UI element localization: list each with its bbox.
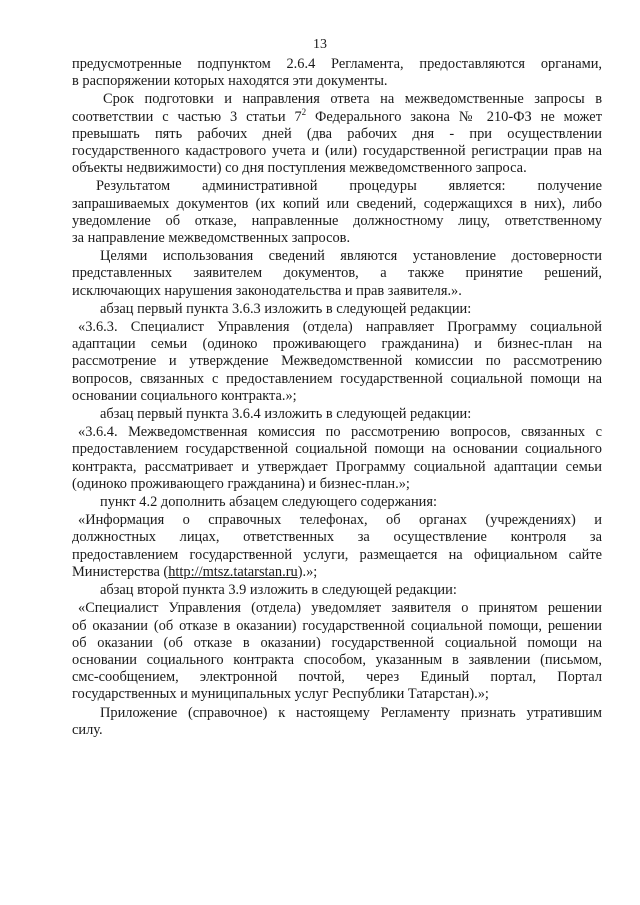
- text-line: уведомление об отказе, направленные должностному лицу, ответственному: [72, 212, 602, 229]
- text-line: контракта, рассматривает и утверждает Программу социальной адаптации семьи: [72, 458, 602, 475]
- paragraph-quote-3-6-4: [72, 424, 602, 493]
- paragraph-purposes: [72, 248, 602, 300]
- paragraph-response-deadline: [72, 91, 602, 177]
- text-line: государственных и муниципальных услуг Республики Татарстан).»;: [72, 686, 489, 703]
- text-line: основании социального контракта.»;: [72, 387, 297, 404]
- text-line-with-link: [72, 564, 602, 581]
- text-line: государственного кадастрового учета и (или) государственной регистрации прав на: [72, 143, 602, 160]
- paragraph-amendment-4-2: [72, 494, 602, 511]
- text-line: исключающих нарушения законодательства и прав заявителя.».: [72, 282, 462, 299]
- paragraph-procedure-result: [72, 178, 602, 247]
- text-line: за направление межведомственных запросов.: [72, 230, 351, 247]
- text-line: адаптации семьи (одиноко проживающего гражданина) и бизнес-план на: [72, 336, 602, 353]
- text-line: должностных лицах, ответственных за осуществление контроля за: [72, 529, 602, 546]
- paragraph-appendix-repeal: [72, 705, 602, 739]
- text-line: вопросов, связанных с предоставлением государственной социальной помощи на: [72, 370, 602, 387]
- text-line: рассмотрение и утверждение Межведомственной комиссии по рассмотрению: [72, 353, 602, 370]
- paragraph-provided-documents: [72, 56, 602, 90]
- paragraph-amendment-3-9: [72, 582, 602, 599]
- paragraph-quote-3-6-3: [72, 319, 602, 405]
- text-line: представленных заявителем документов, а также принятие решений,: [72, 265, 602, 282]
- text-line-with-superscript: [72, 106, 602, 126]
- text-line: «3.6.3. Специалист Управления (отдела) направляет Программу социальной: [78, 319, 602, 336]
- text-fragment: соответствии с частью 3 статьи 7: [72, 108, 302, 125]
- ministry-website-link: http://mtsz.tatarstan.ru: [168, 563, 298, 580]
- document-body: [72, 56, 602, 739]
- text-line: абзац первый пункта 3.6.4 изложить в следующей редакции:: [100, 406, 472, 423]
- text-line: «Специалист Управления (отдела) уведомляет заявителя о принятом решении: [78, 600, 602, 617]
- text-line: основании социального контракта способом, указанным в заявлении (письмом,: [72, 651, 602, 668]
- text-line: силу.: [72, 721, 103, 738]
- text-fragment: ).»;: [297, 563, 318, 580]
- text-fragment: Министерства (: [72, 563, 169, 580]
- text-line: предоставлением государственной услуги, размещается на официальном сайте: [72, 546, 602, 563]
- text-line: Результатом административной процедуры является: получение: [96, 178, 602, 195]
- text-line: Срок подготовки и направления ответа на межведомственные запросы в: [103, 91, 602, 108]
- text-line: «Информация о справочных телефонах, об органах (учреждениях) и: [78, 512, 602, 529]
- text-line: об оказании (об отказе в оказании) государственной социальной помощи, решении: [72, 617, 602, 634]
- text-line: Приложение (справочное) к настоящему Регламенту признать утратившим: [100, 704, 602, 721]
- text-line: запрашиваемых документов (их копий или сведений, содержащихся в них), либо: [72, 195, 602, 212]
- page-number: 13: [313, 37, 327, 52]
- text-line: (одиноко проживающего гражданина) и бизнес-план.»;: [72, 475, 410, 492]
- text-line: смс-сообщением, электронной почтой, через Единый портал, Портал: [72, 669, 602, 686]
- paragraph-quote-3-9: [72, 600, 602, 703]
- text-line: в распоряжении которых находятся эти документы.: [72, 73, 388, 90]
- text-line: абзац первый пункта 3.6.3 изложить в следующей редакции:: [100, 300, 472, 317]
- text-line: превышать пять рабочих дней (два рабочих дня - при осуществлении: [72, 125, 602, 142]
- text-line: об оказании (об отказе в оказании) государственной социальной помощи на: [72, 634, 602, 651]
- text-line: абзац второй пункта 3.9 изложить в следующей редакции:: [100, 582, 457, 599]
- superscript: 2: [301, 106, 307, 117]
- text-fragment: Федерального закона № 210-ФЗ не может: [306, 108, 602, 125]
- text-line: предусмотренные подпунктом 2.6.4 Регламента, предоставляются органами,: [72, 56, 602, 72]
- text-line: Целями использования сведений являются установление достоверности: [100, 248, 602, 265]
- text-line: пункт 4.2 дополнить абзацем следующего содержания:: [100, 494, 437, 511]
- text-line: предоставлением государственной социальной помощи на основании социального: [72, 441, 602, 458]
- paragraph-amendment-3-6-4: [72, 406, 602, 423]
- text-line: объекты недвижимости) со дня поступления межведомственного запроса.: [72, 160, 527, 177]
- paragraph-amendment-3-6-3: [72, 301, 602, 318]
- text-line: «3.6.4. Межведомственная комиссия по рассмотрению вопросов, связанных с: [78, 424, 602, 441]
- paragraph-quote-4-2: [72, 512, 602, 581]
